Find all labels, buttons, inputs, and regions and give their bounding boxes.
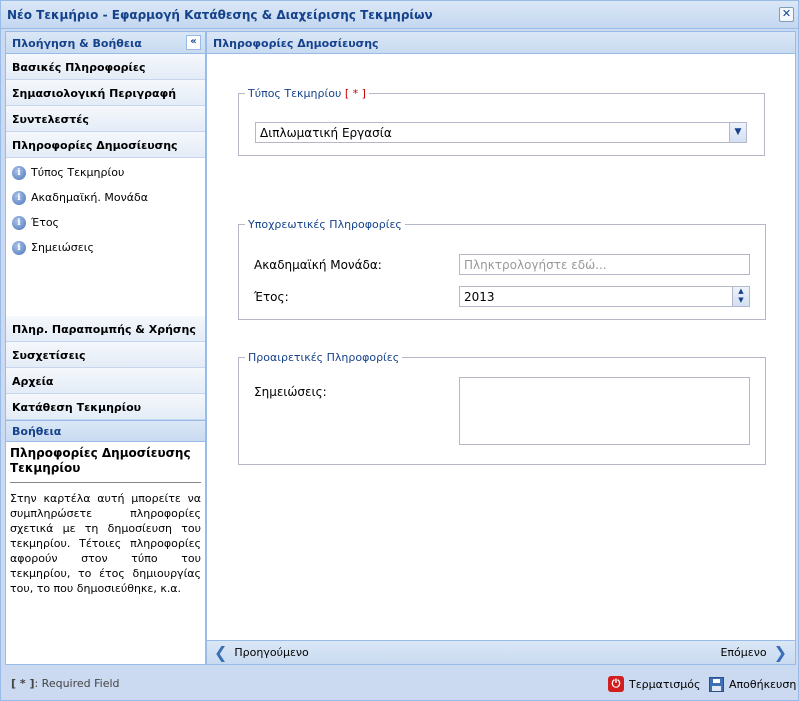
- nav-item-submit-item[interactable]: [6, 394, 205, 420]
- nav-item-basic-info[interactable]: [6, 54, 205, 80]
- info-icon: i: [12, 216, 26, 230]
- footer-required-marker: [ * ]: [11, 677, 35, 690]
- next-button[interactable]: [720, 642, 787, 662]
- terminate-button[interactable]: [608, 674, 700, 694]
- info-icon: i: [12, 166, 26, 180]
- academic-unit-input[interactable]: Πληκτρολογήστε εδώ...: [459, 254, 750, 275]
- nav-item-label: Βασικές Πληροφορίες: [12, 61, 146, 74]
- nav-item-label: Σημασιολογική Περιγραφή: [12, 87, 177, 100]
- nav-item-label: Αρχεία: [12, 375, 54, 388]
- nav-item-contributors[interactable]: [6, 106, 205, 132]
- item-type-fieldset: [238, 87, 765, 156]
- sub-item-label: Τύπος Τεκμηρίου: [31, 166, 125, 179]
- sub-item-label: Σημειώσεις: [31, 241, 94, 254]
- title-bar[interactable]: [1, 1, 798, 29]
- sub-item-academic-unit[interactable]: [6, 187, 205, 212]
- publication-subitems: [6, 158, 205, 316]
- sub-item-year[interactable]: [6, 212, 205, 237]
- optional-info-legend: Προαιρετικές Πληροφορίες: [248, 351, 400, 364]
- chevron-left-icon: ❮: [214, 642, 228, 662]
- year-label: Έτος:: [254, 290, 289, 304]
- sub-item-notes[interactable]: [6, 237, 205, 262]
- help-body: [6, 442, 205, 600]
- year-input[interactable]: [459, 286, 750, 307]
- save-label: Αποθήκευση: [729, 677, 797, 691]
- nav-item-semantic-description[interactable]: [6, 80, 205, 106]
- nav-item-label: Πληρ. Παραπομπής & Χρήσης: [12, 323, 196, 336]
- info-icon: i: [12, 241, 26, 255]
- help-text: Στην καρτέλα αυτή μπορείτε να συμπληρώσετε πληροφορίες σχετικά με τη δημοσίευση του τεκμηρίου. Τέτοιες πληροφορίες αφορούν στον τύπο του τεκμηρίου, το έτος δημιουργίας του, το που δημοσιεύθηκε, κ.α.: [10, 492, 201, 595]
- required-info-legend: Υποχρεωτικές Πληροφορίες: [248, 218, 402, 231]
- sub-item-label: Έτος: [31, 216, 60, 229]
- spinner-down-icon[interactable]: ▼: [738, 296, 744, 304]
- help-header-label: Βοήθεια: [12, 425, 62, 438]
- terminate-label: Τερματισμός: [629, 677, 701, 691]
- item-type-select[interactable]: [255, 122, 747, 143]
- nav-item-files[interactable]: [6, 368, 205, 394]
- item-type-selected-value: Διπλωματική Εργασία: [260, 126, 392, 140]
- academic-unit-label: Ακαδημαϊκή Μονάδα:: [254, 258, 382, 272]
- year-spinner[interactable]: [732, 287, 749, 306]
- info-icon: i: [12, 191, 26, 205]
- close-button[interactable]: [779, 7, 794, 22]
- required-info-fieldset: [238, 218, 766, 320]
- save-button[interactable]: [709, 674, 796, 694]
- nav-item-label: Πληροφορίες Δημοσίευσης: [12, 139, 178, 152]
- power-icon: ⏻: [608, 676, 624, 692]
- help-header[interactable]: [6, 420, 205, 442]
- navigation-header: [6, 32, 205, 54]
- nav-item-label: Κατάθεση Τεκμηρίου: [12, 401, 142, 414]
- content-panel: [206, 31, 796, 665]
- notes-textarea[interactable]: [459, 377, 750, 445]
- notes-label: Σημειώσεις:: [254, 385, 327, 399]
- chevron-right-icon: ❯: [773, 642, 787, 662]
- sub-item-label: Ακαδημαϊκή. Μονάδα: [31, 191, 148, 204]
- content-header: Πληροφορίες Δημοσίευσης: [207, 32, 795, 54]
- navigation-panel: [5, 31, 206, 665]
- spinner-up-icon[interactable]: ▲: [738, 287, 744, 295]
- collapse-button[interactable]: [186, 35, 201, 50]
- next-label: Επόμενο: [720, 646, 767, 659]
- collapse-icon: «: [190, 36, 197, 47]
- nav-item-label: Συσχετίσεις: [12, 349, 86, 362]
- window-title: Νέο Τεκμήριο - Εφαρμογή Κατάθεσης & Διαχείρισης Τεκμηρίων: [7, 8, 433, 22]
- nav-item-citation-usage[interactable]: [6, 316, 205, 342]
- wizard-nav-bar: [207, 640, 795, 664]
- chevron-down-icon[interactable]: ▼: [729, 123, 746, 142]
- previous-button[interactable]: [214, 642, 309, 662]
- required-marker: [ * ]: [344, 87, 366, 100]
- item-type-legend: [245, 87, 369, 100]
- nav-item-relations[interactable]: [6, 342, 205, 368]
- nav-item-publication-info[interactable]: [6, 132, 205, 158]
- footer-bar: [1, 669, 798, 700]
- floppy-disk-icon: [709, 677, 724, 692]
- required-field-text: : Required Field: [34, 677, 120, 690]
- close-icon: ✕: [781, 7, 792, 20]
- year-value: 2013: [464, 290, 495, 304]
- required-field-note: [11, 677, 120, 690]
- optional-info-fieldset: [238, 351, 766, 465]
- navigation-header-label: Πλοήγηση & Βοήθεια: [12, 37, 142, 50]
- sub-item-item-type[interactable]: [6, 162, 205, 187]
- nav-item-label: Συντελεστές: [12, 113, 89, 126]
- previous-label: Προηγούμενο: [234, 646, 309, 659]
- help-title: Πληροφορίες Δημοσίευσης Τεκμηρίου: [10, 446, 201, 483]
- item-type-legend-text: Τύπος Τεκμηρίου: [248, 87, 342, 100]
